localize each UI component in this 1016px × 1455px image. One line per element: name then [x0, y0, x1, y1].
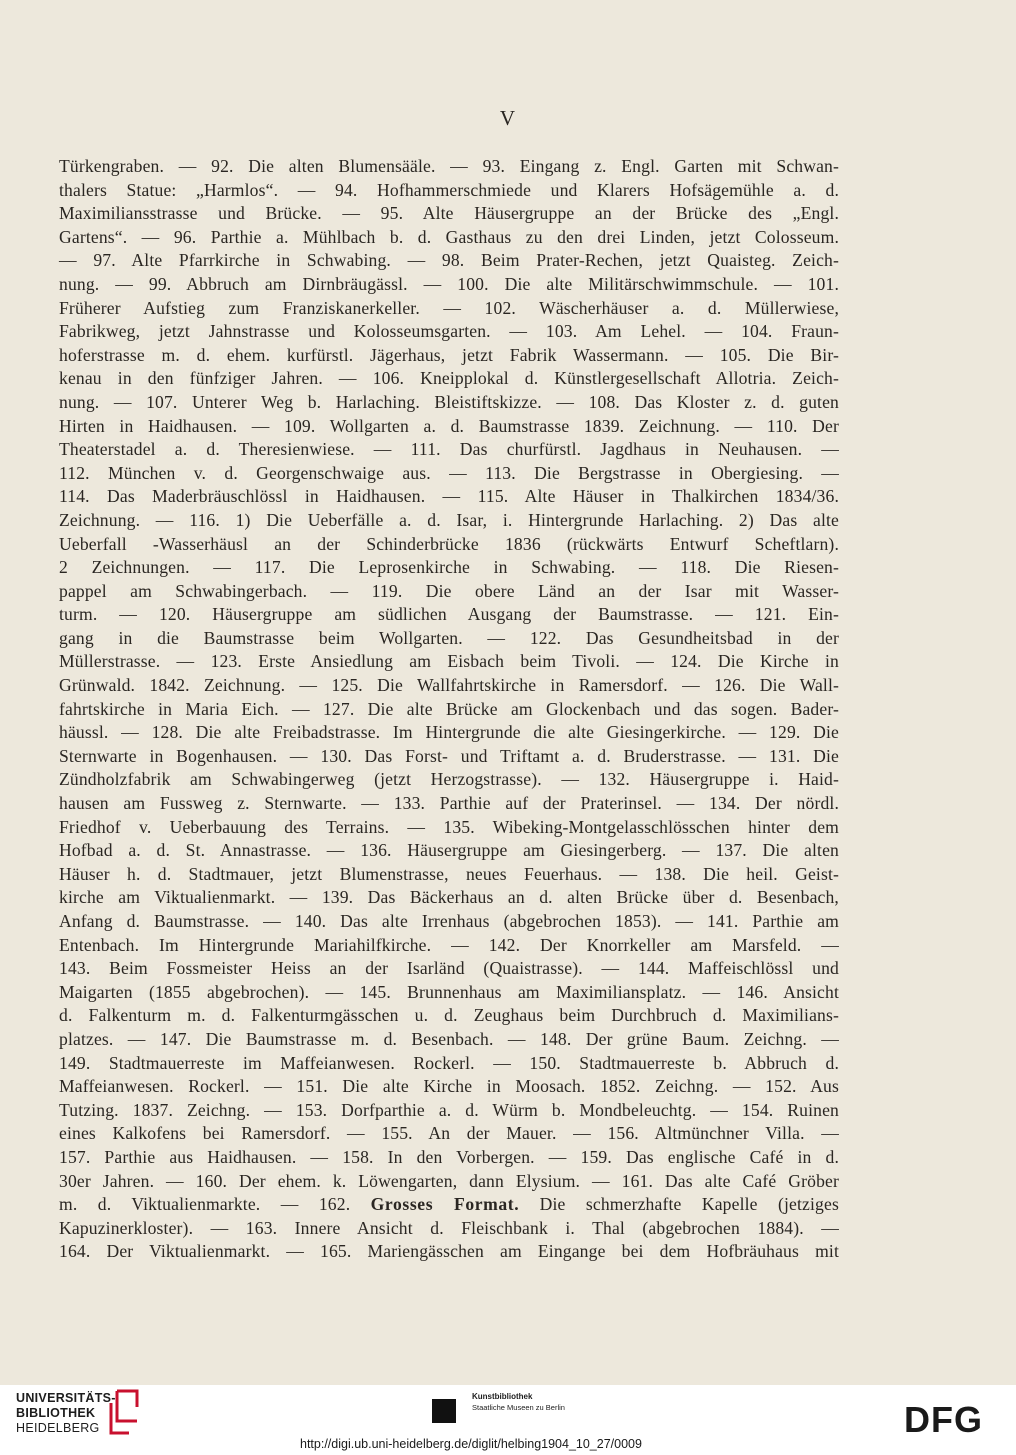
text-line: Ueberfall -Wasserhäusl an der Schinderbrücke 1836 (rückwärts Entwurf Scheftlarn).	[59, 533, 839, 554]
text-line: Türkengraben. — 92. Die alten Blumensääle. — 93. Eingang z. Engl. Garten mit Schwan-	[59, 156, 839, 176]
text-line: gang in die Baumstrasse beim Wollgarten. — 122. Das Gesundheitsbad in der	[59, 627, 839, 648]
text-line: Sternwarte in Bogenhausen. — 130. Das Forst- und Triftamt a. d. Bruderstrasse. — 131. Die	[59, 745, 839, 766]
text-line: Zeichnung. — 116. 1) Die Ueberfälle a. d. Isar, i. Hintergrunde Harlaching. 2) Das alte	[59, 509, 839, 530]
text-line: 114. Das Maderbräuschlössl in Haidhausen. — 115. Alte Häuser in Thalkirchen 1834/36.	[59, 486, 839, 507]
text-line: Friedhof v. Ueberbauung des Terrains. — 135. Wibeking-Montgelasschlösschen hinter dem	[59, 816, 839, 837]
text-line: häussl. — 128. Die alte Freibadstrasse. Im Hintergrunde die alte Giesingerkirche. — 129. Die	[59, 722, 839, 743]
permalink-url[interactable]: http://digi.ub.uni-heidelberg.de/diglit/helbing1904_10_27/0009	[300, 1437, 642, 1451]
text-line-mixed	[59, 1193, 839, 1217]
text-line: eines Kalkofens bei Ramersdorf. — 155. An der Mauer. — 156. Altmünchner Villa. —	[59, 1123, 839, 1144]
text-line: 30er Jahren. — 160. Der ehem. k. Löwengarten, dann Elysium. — 161. Das alte Café Gröber	[59, 1170, 839, 1191]
text-line: thalers Statue: „Harmlos“. — 94. Hofhammerschmiede und Klarers Hofsägemühle a. d.	[59, 179, 839, 200]
text-line: hausen am Fussweg z. Sternwarte. — 133. Parthie auf der Praterinsel. — 134. Der nördl.	[59, 793, 839, 814]
text-line: kenau in den fünfziger Jahren. — 106. Kneipplokal d. Künstlergesellschaft Allotria. Zeich-	[59, 368, 839, 389]
text-line: 157. Parthie aus Haidhausen. — 158. In den Vorbergen. — 159. Das englische Café in d.	[59, 1146, 839, 1167]
kunstbibliothek-text	[472, 1391, 565, 1413]
text-segment: Die schmerzhafte Kapelle (jetziges	[539, 1194, 839, 1215]
text-line: Fabrikweg, jetzt Jahnstrasse und Kolosseumsgarten. — 103. Am Lehel. — 104. Fraun-	[59, 321, 839, 342]
text-line: 2 Zeichnungen. — 117. Die Leprosenkirche in Schwabing. — 118. Die Riesen-	[59, 557, 839, 578]
text-line: d. Falkenturm m. d. Falkenturmgässchen u. d. Zeughaus beim Durchbruch d. Maximilians-	[59, 1005, 839, 1026]
text-line: nung. — 99. Abbruch am Dirnbräugässl. — 100. Die alte Militärschwimmschule. — 101.	[59, 273, 839, 294]
text-line: 112. München v. d. Georgenschwaige aus. — 113. Die Bergstrasse in Obergiesing. —	[59, 462, 839, 483]
text-line: Zündholzfabrik am Schwabingerweg (jetzt Herzogstrasse). — 132. Häusergruppe i. Haid-	[59, 769, 839, 790]
text-line: hoferstrasse m. d. ehem. kurfürstl. Jägerhaus, jetzt Fabrik Wassermann. — 105. Die Bir-	[59, 344, 839, 365]
text-line: Tutzing. 1837. Zeichng. — 153. Dorfparthie a. d. Würm b. Mondbeleuchtg. — 154. Ruinen	[59, 1099, 839, 1120]
dfg-logo[interactable]: DFG	[904, 1399, 983, 1440]
text-line: Maximiliansstrasse und Brücke. — 95. Alte Häusergruppe an der Brücke des „Engl.	[59, 203, 839, 224]
body-text	[59, 155, 839, 1264]
text-segment: m. d. Viktualienmarkte. — 162.	[59, 1194, 351, 1215]
text-line: Kapuzinerkloster). — 163. Innere Ansicht d. Fleischbank i. Thal (abgebrochen 1884). —	[59, 1217, 839, 1238]
ub-logo-line2: BIBLIOTHEK	[16, 1406, 96, 1420]
text-line: Früherer Aufstieg zum Franziskanerkeller. — 102. Wäscherhäuser a. d. Müllerwiese,	[59, 297, 839, 318]
text-line: 149. Stadtmauerreste im Maffeianwesen. Rockerl. — 150. Stadtmauerreste b. Abbruch d.	[59, 1052, 839, 1073]
text-line: 143. Beim Fossmeister Heiss an der Isarländ (Quaistrasse). — 144. Maffeischlössl und	[59, 958, 839, 979]
text-line: kirche am Viktualienmarkt. — 139. Das Bäckerhaus an d. alten Brücke über d. Besenbach,	[59, 887, 839, 908]
text-line: Häuser h. d. Stadtmauer, jetzt Blumenstrasse, neues Feuerhaus. — 138. Die heil. Geist-	[59, 863, 839, 884]
text-line: platzes. — 147. Die Baumstrasse m. d. Besenbach. — 148. Der grüne Baum. Zeichng. —	[59, 1028, 839, 1049]
ub-logo-line1: UNIVERSITÄTS-	[16, 1391, 116, 1405]
text-line: Entenbach. Im Hintergrunde Mariahilfkirche. — 142. Der Knorrkeller am Marsfeld. —	[59, 934, 839, 955]
kunstbibliothek-title: Kunstbibliothek	[472, 1392, 533, 1401]
text-line: Hirten in Haidhausen. — 109. Wollgarten a. d. Baumstrasse 1839. Zeichnung. — 110. Der	[59, 415, 839, 436]
text-line: nung. — 107. Unterer Weg b. Harlaching. Bleistiftskizze. — 108. Das Kloster z. d. guten	[59, 391, 839, 412]
text-line: Anfang d. Baumstrasse. — 140. Das alte Irrenhaus (abgebrochen 1853). — 141. Parthie am	[59, 911, 839, 931]
kunstbibliothek-square-icon	[432, 1399, 456, 1423]
text-line: — 97. Alte Pfarrkirche in Schwabing. — 98. Beim Prater-Rechen, jetzt Quaisteg. Zeich-	[59, 250, 839, 271]
text-line: Hofbad a. d. St. Annastrasse. — 136. Häusergruppe am Giesingerberg. — 137. Die alten	[59, 840, 839, 861]
text-line: turm. — 120. Häusergruppe am südlichen Ausgang der Baumstrasse. — 121. Ein-	[59, 604, 839, 625]
bold-heading: Grosses Format.	[370, 1194, 520, 1215]
page-number: V	[499, 106, 517, 130]
kunstbibliothek-subtitle: Staatliche Museen zu Berlin	[472, 1403, 565, 1412]
ub-logo-line3: HEIDELBERG	[16, 1421, 100, 1435]
ub-logo-mark-icon	[107, 1389, 141, 1435]
text-line: Maigarten (1855 abgebrochen). — 145. Brunnenhaus am Maximiliansplatz. — 146. Ansicht	[59, 981, 839, 1002]
text-line: Gartens“. — 96. Parthie a. Mühlbach b. d. Gasthaus zu den drei Linden, jetzt Colosseum.	[59, 226, 839, 247]
footer-bar	[0, 1385, 1016, 1455]
text-line: Grünwald. 1842. Zeichnung. — 125. Die Wallfahrtskirche in Ramersdorf. — 126. Die Wall-	[59, 675, 839, 696]
text-line: Theaterstadel a. d. Theresienwiese. — 111. Das churfürstl. Jagdhaus in Neuhausen. —	[59, 439, 839, 460]
ub-heidelberg-logo[interactable]	[16, 1391, 116, 1436]
text-line: pappel am Schwabingerbach. — 119. Die obere Länd an der Isar mit Wasser-	[59, 580, 839, 601]
text-line: Maffeianwesen. Rockerl. — 151. Die alte Kirche in Moosach. 1852. Zeichng. — 152. Aus	[59, 1076, 839, 1097]
text-line: 164. Der Viktualienmarkt. — 165. Mariengässchen am Eingange bei dem Hofbräuhaus mit	[59, 1241, 839, 1262]
text-line: fahrtskirche in Maria Eich. — 127. Die alte Brücke am Glockenbach und das sogen. Bader-	[59, 698, 839, 719]
text-line: Müllerstrasse. — 123. Erste Ansiedlung am Eisbach beim Tivoli. — 124. Die Kirche in	[59, 651, 839, 672]
